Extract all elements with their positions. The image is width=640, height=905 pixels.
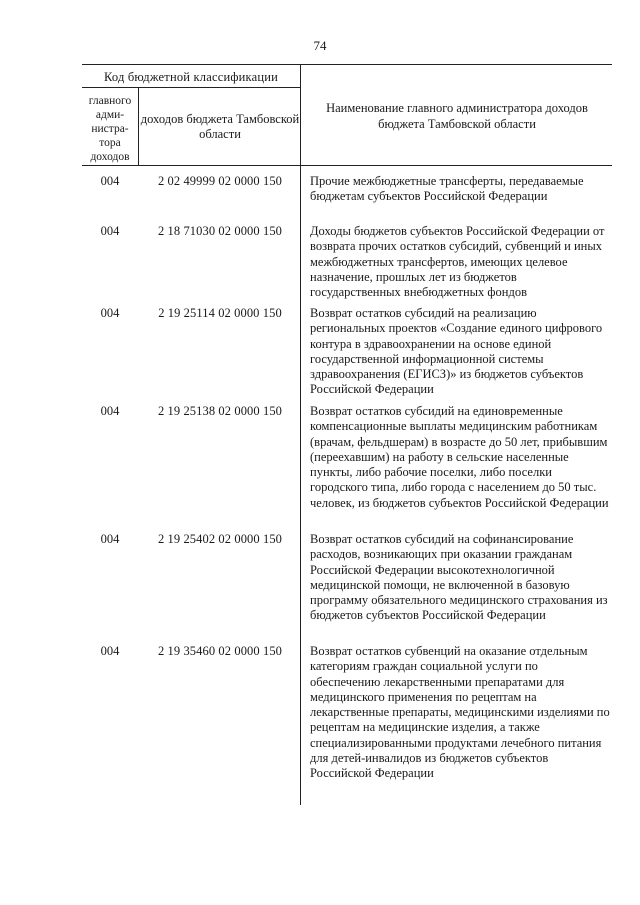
main-administrator-code-header: главного адми- нистра- тора доходов	[88, 95, 132, 163]
income-code-cell: 2 19 25402 02 0000 150	[157, 532, 283, 546]
header-top-rule	[82, 64, 612, 65]
administrator-name-header: Наименование главного администратора доходов бюджета Тамбовской области	[326, 101, 588, 131]
admin-code-cell: 004	[100, 174, 120, 188]
income-name-cell: Возврат остатков субвенций на оказание отдельным категориям граждан социальной услуги по обеспечению лекарственными препаратами для медицинского применения по рецептам на лекарственные препараты, медицинскими изделиями по рецептам на медицинские изделия, а также специализированными продуктами лечебного питания для детей-инвалидов из бюджетов субъектов Российской Федерации	[310, 644, 610, 781]
regional-income-code-header: доходов бюджета Тамбовской области	[140, 112, 300, 141]
header-bottom-rule	[82, 165, 612, 166]
admin-code-cell: 004	[100, 644, 120, 658]
page-number: 74	[313, 38, 327, 53]
admin-code-cell: 004	[100, 306, 120, 320]
income-code-cell: 2 19 25114 02 0000 150	[158, 306, 282, 320]
income-code-cell: 2 19 25138 02 0000 150	[157, 404, 283, 418]
admin-code-cell: 004	[100, 532, 120, 546]
column-divider	[300, 64, 301, 805]
income-name-cell: Прочие межбюджетные трансферты, передаваемые бюджетам субъектов Российской Федерации	[310, 174, 584, 204]
income-name-cell: Доходы бюджетов субъектов Российской Федерации от возврата прочих остатков субсидий, субвенций и иных межбюджетных трансфертов, имеющих целевое назначение, прошлых лет из бюджетов государственных внебюджетных фондов	[310, 224, 605, 300]
code-column-divider	[138, 87, 139, 165]
income-name-cell: Возврат остатков субсидий на единовременные компенсационные выплаты медицинским работникам (врачам, фельдшерам) в возрасте до 50 лет, прибывшим (переехавшим) на работу в сельские населенные пункты, либо рабочие поселки, либо поселки городского типа, либо города с населением до 50 тыс. человек, из бюджетов субъектов Российской Федерации	[310, 404, 609, 510]
income-code-cell: 2 18 71030 02 0000 150	[157, 224, 283, 238]
header-middle-rule	[82, 87, 300, 88]
income-name-cell: Возврат остатков субсидий на софинансирование расходов, возникающих при оказании гражданам Российской Федерации высокотехнологичной медицинской помощи, не включенной в базовую программу обязательного медицинского страхования из бюджетов субъектов Российской Федерации	[310, 532, 608, 623]
admin-code-cell: 004	[100, 404, 120, 418]
income-code-cell: 2 19 35460 02 0000 150	[157, 644, 283, 658]
income-name-cell: Возврат остатков субсидий на реализацию региональных проектов «Создание единого цифрового контура в здравоохранении на основе единой государственной информационной системы здравоохранения (ЕГИСЗ)» из бюджетов субъектов Российской Федерации	[310, 306, 603, 397]
income-code-cell: 2 02 49999 02 0000 150	[157, 174, 283, 188]
admin-code-cell: 004	[100, 224, 120, 238]
budget-classification-code-header: Код бюджетной классификации	[103, 70, 279, 84]
